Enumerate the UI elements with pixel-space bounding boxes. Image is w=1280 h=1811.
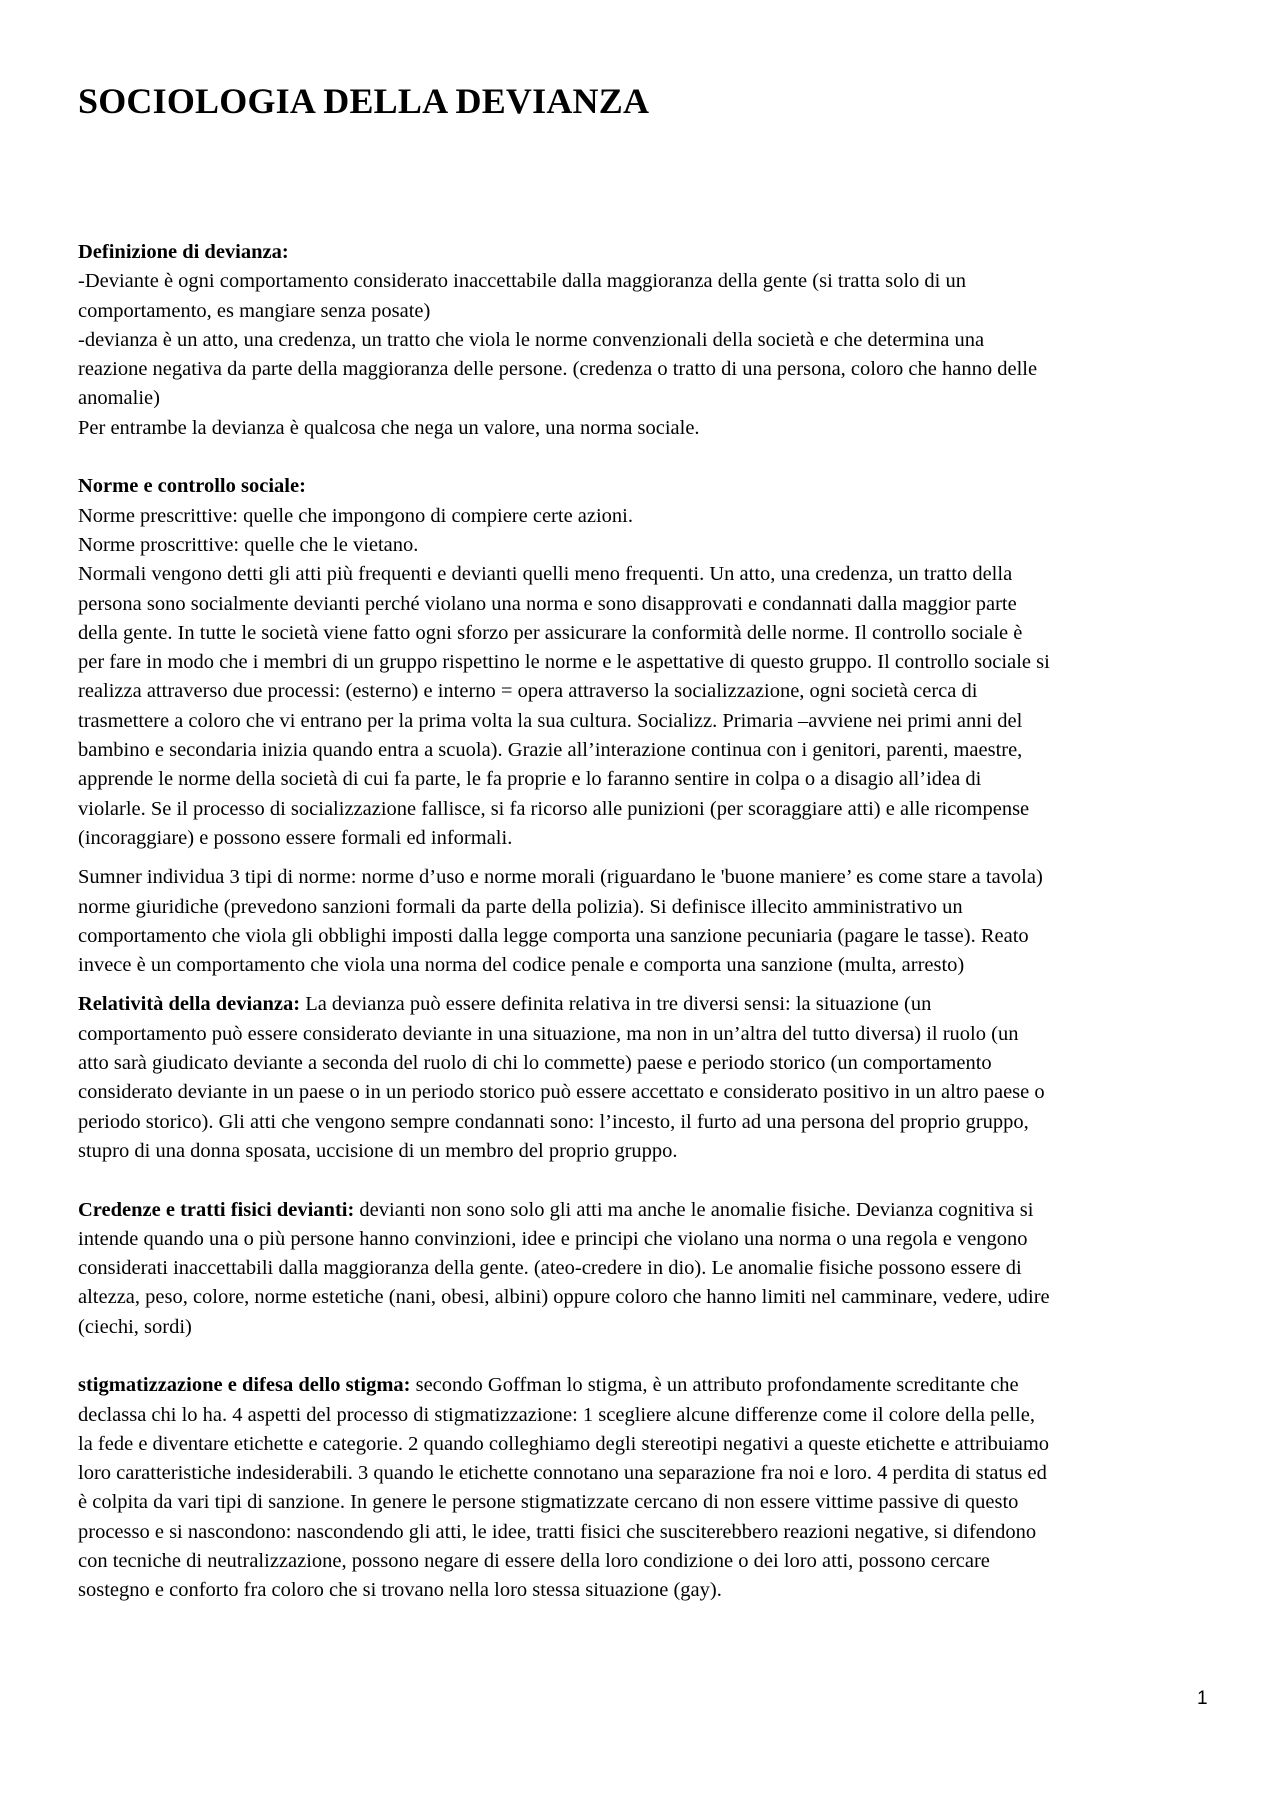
section-definizione	[78, 238, 1208, 443]
text-line: loro caratteristiche indesiderabili. 3 quando le etichette connotano una separazione fra noi e loro. 4 perdita di status ed	[78, 1462, 1047, 1485]
text-line: declassa chi lo ha. 4 aspetti del processo di stigmatizzazione: 1 scegliere alcune differenze come il colore della pelle,	[78, 1403, 1036, 1426]
text-line: per fare in modo che i membri di un gruppo rispettino le norme e le aspettative di questo gruppo. Il controllo sociale si	[78, 651, 1050, 674]
text-line: comportamento può essere considerato deviante in una situazione, ma non in un’altra del tutto diversa) il ruolo (un	[78, 1022, 1019, 1045]
section-stigma	[78, 1371, 1208, 1605]
section-credenze	[78, 1196, 1208, 1342]
text-line: trasmettere a coloro che vi entrano per la prima volta la sua cultura. Socializz. Primaria –avviene nei primi anni del	[78, 709, 1023, 732]
text-line: periodo storico). Gli atti che vengono sempre condannati sono: l’incesto, il furto ad una persona del proprio gruppo,	[78, 1110, 1029, 1133]
text-line: con tecniche di neutralizzazione, possono negare di essere della loro condizione o dei loro atti, possono cercare	[78, 1550, 990, 1573]
text-line: stupro di una donna sposata, uccisione di un membro del proprio gruppo.	[78, 1139, 678, 1162]
section-heading: Credenze e tratti fisici devianti:	[78, 1198, 355, 1221]
paragraph-gap	[78, 980, 1208, 990]
section-heading: Definizione di devianza:	[78, 241, 289, 263]
text-line: Norme prescrittive: quelle che impongono di compiere certe azioni.	[78, 504, 634, 527]
section-heading: Norme e controllo sociale:	[78, 475, 306, 498]
text-line: Norme proscrittive: quelle che le vietano.	[78, 533, 419, 556]
page-title: SOCIOLOGIA DELLA DEVIANZA	[78, 81, 650, 121]
text-line: Normali vengono detti gli atti più frequenti e devianti quelli meno frequenti. Un atto, una credenza, un tratto della	[78, 563, 1013, 586]
inline-text: La devianza può essere definita relativa in tre diversi sensi: la situazione (un	[300, 993, 932, 1016]
text-line: invece è un comportamento che viola una norma del codice penale e comporta una sanzione (multa, arresto)	[78, 954, 965, 977]
text-line: apprende le norme della società di cui fa parte, le fa proprie e lo faranno sentire in colpa o a disagio all’idea di	[78, 768, 982, 791]
text-line: realizza attraverso due processi: (esterno) e interno = opera attraverso la socializzazione, ogni società cerca di	[78, 680, 978, 703]
inline-text: devianti non sono solo gli atti ma anche le anomalie fisiche. Devianza cognitiva si	[354, 1198, 1034, 1221]
section-heading: stigmatizzazione e difesa dello stigma:	[78, 1374, 411, 1397]
text-line: (incoraggiare) e possono essere formali ed informali.	[78, 826, 513, 849]
text-line: della gente. In tutte le società viene fatto ogni sforzo per assicurare la conformità delle norme. Il controllo sociale è	[78, 621, 1023, 644]
text-line: processo e si nascondono: nascondendo gli atti, le idee, tratti fisici che susciterebbero reazioni negative, si difendono	[78, 1520, 1037, 1543]
text-line: Sumner individua 3 tipi di norme: norme d’uso e norme morali (riguardano le 'buone maniere’ es come stare a tavola)	[78, 866, 1043, 889]
text-line: -devianza è un atto, una credenza, un tratto che viola le norme convenzionali della società e che determina una	[78, 328, 985, 351]
text-line: considerati inaccettabili dalla maggioranza della gente. (ateo-credere in dio). Le anomalie fisiche possono essere di	[78, 1257, 1022, 1280]
text-line: la fede e diventare etichette e categorie. 2 quando colleghiamo degli stereotipi negativi a queste etichette e attribuiamo	[78, 1432, 1050, 1455]
section-sumner	[78, 863, 1208, 980]
text-line	[78, 990, 1208, 1019]
section-norme	[78, 472, 1208, 853]
blank-line	[78, 443, 1208, 472]
text-line: violarle. Se il processo di socializzazione fallisce, si fa ricorso alle punizioni (per scoraggiare atti) e alle ricompense	[78, 797, 1030, 820]
text-line: considerato deviante in un paese o in un periodo storico può essere accettato e considerato positivo in un altro paese o	[78, 1081, 1045, 1104]
text-line: altezza, peso, colore, norme estetiche (nani, obesi, albini) oppure coloro che hanno limiti nel camminare, vedere, udire	[78, 1286, 1050, 1309]
section-relativita	[78, 990, 1208, 1166]
text-line: persona sono socialmente devianti perché violano una norma e sono disapprovati e condannati dalla maggior parte	[78, 592, 1017, 615]
inline-text: secondo Goffman lo stigma, è un attributo profondamente screditante che	[410, 1374, 1019, 1397]
text-line	[78, 1371, 1208, 1400]
text-line: Per entrambe la devianza è qualcosa che nega un valore, una norma sociale.	[78, 416, 700, 439]
text-line: anomalie)	[78, 387, 160, 410]
page-number: 1	[1197, 1688, 1208, 1709]
text-line: (ciechi, sordi)	[78, 1315, 192, 1338]
document-body	[78, 238, 1208, 1606]
text-line: norme giuridiche (prevedono sanzioni formali da parte della polizia). Si definisce illecito amministrativo un	[78, 895, 963, 918]
blank-line	[78, 1342, 1208, 1371]
section-heading: Relatività della devianza:	[78, 993, 301, 1016]
text-line: -Deviante è ogni comportamento considerato inaccettabile dalla maggioranza della gente (si tratta solo di un	[78, 270, 966, 293]
text-line: bambino e secondaria inizia quando entra a scuola). Grazie all’interazione continua con i genitori, parenti, maestre,	[78, 739, 1023, 762]
paragraph-gap	[78, 853, 1208, 863]
text-line	[78, 1196, 1208, 1225]
text-line: atto sarà giudicato deviante a seconda del ruolo di chi lo commette) paese e periodo storico (un comportamento	[78, 1052, 992, 1075]
text-line: è colpita da vari tipi di sanzione. In genere le persone stigmatizzate cercano di non essere vittime passive di questo	[78, 1491, 1019, 1514]
text-line: intende quando una o più persone hanno convinzioni, idee e principi che violano una norma o una regola e vengono	[78, 1227, 1028, 1250]
text-line: sostegno e conforto fra coloro che si trovano nella loro stessa situazione (gay).	[78, 1579, 722, 1602]
text-line: reazione negativa da parte della maggioranza delle persone. (credenza o tratto di una persona, coloro che hanno delle	[78, 358, 1038, 381]
text-line: comportamento, es mangiare senza posate)	[78, 299, 431, 322]
text-line: comportamento che viola gli obblighi imposti dalla legge comporta una sanzione pecuniaria (pagare le tasse). Reato	[78, 924, 1029, 947]
blank-line	[78, 1166, 1208, 1195]
